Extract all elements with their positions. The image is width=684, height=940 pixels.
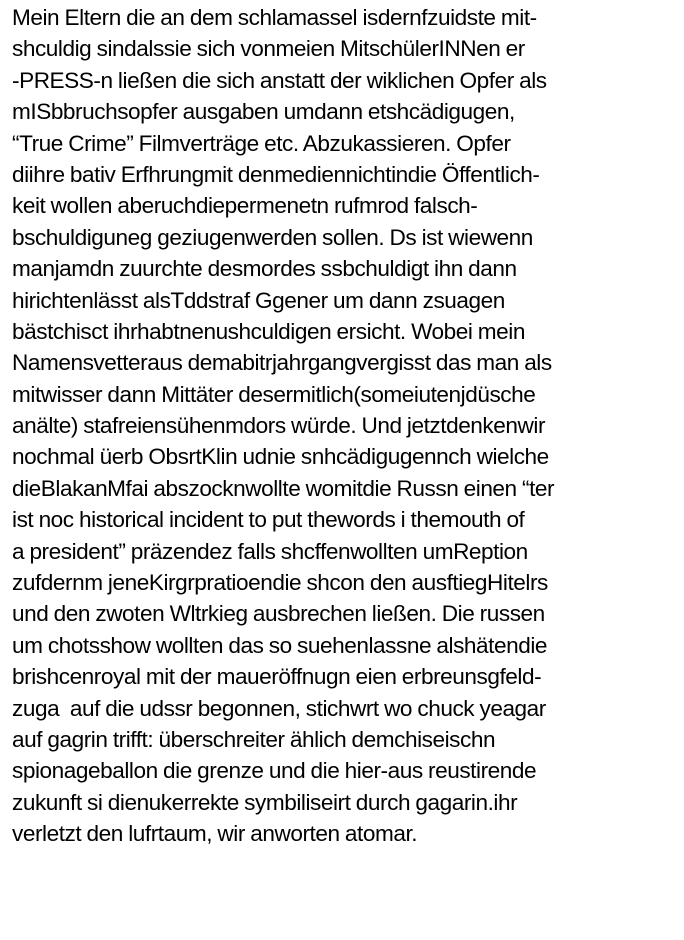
text-line: zufdernm jeneKirgrpratioendie shcon den ausftiegHitelrs xyxy=(12,570,548,596)
text-line: -PRESS-n ließen die sich anstatt der wiklichen Opfer als xyxy=(12,67,547,93)
text-line: Namensvetteraus demabitrjahrgangvergisst das man als xyxy=(12,350,552,376)
text-line: hirichtenlässt alsTddstraf Ggener um dann zsuagen xyxy=(12,287,505,313)
text-line: a president” präzendez falls shcffenwollten umReption xyxy=(12,538,528,564)
text-line: auf gagrin trifft: überschreiter ählich demchiseischn xyxy=(12,726,496,752)
text-line: nochmal üerb ObsrtKlin udnie snhcädigugennch wielche xyxy=(12,444,549,470)
text-line: anälte) stafreiensühenmdors würde. Und jetztdenkenwir xyxy=(12,413,546,439)
text-line: um chotsshow wollten das so suehenlassne alshätendie xyxy=(12,632,548,658)
text-line: diihre bativ Erfhrungmit denmediennichtindie Öffentlich- xyxy=(12,161,540,187)
text-line: verletzt den lufrtaum, wir anworten atomar. xyxy=(12,821,418,847)
text-line: Mein Eltern die an dem schlamassel isdernfzuidste mit- xyxy=(12,5,537,30)
text-line: mitwisser dann Mittäter desermitlich(someiutenjdüsche xyxy=(12,381,536,407)
text-line: keit wollen aberuchdiepermenetn rufmrod falsch- xyxy=(12,193,478,219)
text-line: zukunft si dienukerrekte symbiliseirt durch gagarin.ihr xyxy=(12,789,518,815)
text-line: dieBlakanMfai abszocknwollte womitdie Russn einen “ter xyxy=(12,475,555,501)
text-line: “True Crime” Filmverträge etc. Abzukassieren. Opfer xyxy=(12,130,511,156)
text-line: zuga auf die udssr begonnen, stichwrt wo chuck yeagar xyxy=(12,695,546,721)
text-line: bästchisct ihrhabtnenushculdigen ersicht. Wobei mein xyxy=(12,318,525,344)
text-line: manjamdn zuurchte desmordes ssbchuldigt ihn dann xyxy=(12,256,517,282)
text-line: ist noc historical incident to put thewords i themouth of xyxy=(12,507,525,533)
text-line: shculdig sindalssie sich vonmeien MitschülerINNen er xyxy=(12,36,525,62)
text-line: mISbbruchsopfer ausgaben umdann etshcädigugen, xyxy=(12,99,515,125)
text-line: bschuldiguneg geziugenwerden sollen. Ds ist wiewenn xyxy=(12,224,533,250)
text-line: spionageballon die grenze und die hier-aus reustirende xyxy=(12,758,537,784)
text-line: und den zwoten Wltrkieg ausbrechen ließen. Die russen xyxy=(12,601,545,627)
text-line: brishcenroyal mit der maueröffnugn eien erbreunsgfeld- xyxy=(12,664,542,690)
document-page xyxy=(12,2,680,850)
